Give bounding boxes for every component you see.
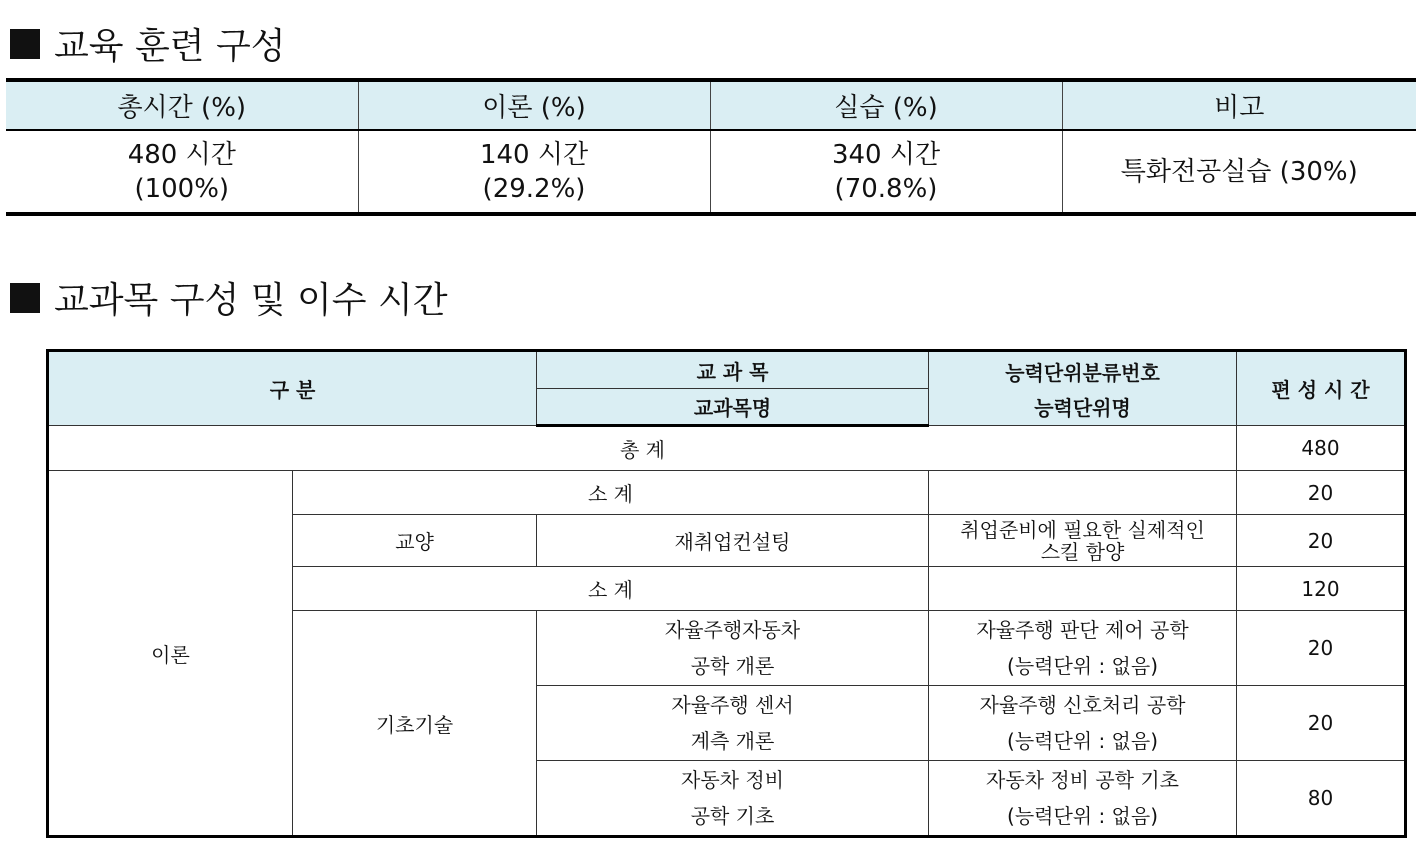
- practice-hours-cell: [710, 130, 1062, 214]
- header-unit-name: 능력단위명: [1034, 395, 1131, 420]
- practice-hours-value: 340 시간: [831, 139, 941, 170]
- subject-hours: 80: [1237, 761, 1406, 837]
- subject-name-line1: 자율주행자동차: [664, 618, 801, 642]
- note-cell: 특화전공실습 (30%): [1062, 130, 1416, 214]
- subject-hours: 20: [1237, 686, 1406, 761]
- group-name: 교양: [293, 515, 537, 567]
- unit-name-line2: (능력단위 : 없음): [1007, 654, 1158, 678]
- total-hours-percent: (100%): [134, 173, 230, 204]
- unit-name: [929, 761, 1237, 837]
- unit-name-line1: 자동차 정비 공학 기초: [986, 768, 1179, 792]
- training-composition-table: [6, 78, 1416, 216]
- table-row: [6, 130, 1416, 214]
- header-subject-name: 교과목명: [537, 389, 929, 426]
- subject-name-line2: 계측 개론: [690, 729, 775, 753]
- header-note: 비고: [1062, 80, 1416, 130]
- subtotal-label: 소 계: [293, 567, 929, 611]
- header-practice: 실습 (%): [710, 80, 1062, 130]
- header-category: 구 분: [48, 351, 537, 426]
- subject-name-line2: 공학 개론: [690, 654, 775, 678]
- theory-hours-cell: [358, 130, 710, 214]
- header-unit-code: 능력단위분류번호: [1005, 360, 1160, 385]
- header-theory: 이론 (%): [358, 80, 710, 130]
- unit-name: [929, 686, 1237, 761]
- total-hours-value: 480 시간: [127, 139, 236, 170]
- unit-name-line1: 자율주행 판단 제어 공학: [976, 618, 1189, 642]
- unit-name: [929, 611, 1237, 686]
- unit-name: [929, 515, 1237, 567]
- subject-name-line1: 자율주행 센서: [671, 693, 794, 717]
- unit-name-line2: (능력단위 : 없음): [1007, 804, 1158, 828]
- header-hours: 편 성 시 간: [1237, 351, 1406, 426]
- subtotal-hours: 20: [1237, 471, 1406, 515]
- subject-name: [537, 686, 929, 761]
- section2-title: [10, 272, 448, 323]
- unit-name-line1: 자율주행 신호처리 공학: [979, 693, 1186, 717]
- subject-name: [537, 611, 929, 686]
- group-name: 기초기술: [293, 611, 537, 837]
- grand-total-hours: 480: [1237, 426, 1406, 471]
- black-square-icon: [10, 283, 40, 313]
- curriculum-table: [46, 349, 1407, 838]
- unit-name-line2: 스킬 함양: [1040, 539, 1125, 564]
- practice-hours-percent: (70.8%): [834, 173, 938, 204]
- unit-name-line1: 취업준비에 필요한 실제적인: [960, 517, 1205, 542]
- header-total-hours: 총시간 (%): [6, 80, 358, 130]
- unit-name-line2: (능력단위 : 없음): [1007, 729, 1158, 753]
- grand-total-row: [48, 426, 1406, 471]
- theory-category: 이론: [48, 471, 293, 837]
- subtotal-unit-empty: [929, 567, 1237, 611]
- section1-title-text: 교육 훈련 구성: [54, 26, 286, 67]
- section2-title-text: 교과목 구성 및 이수 시간: [54, 280, 448, 321]
- subject-name: [537, 761, 929, 837]
- table-header-row: [6, 80, 1416, 130]
- subtotal-label: 소 계: [293, 471, 929, 515]
- subtotal-row: [48, 471, 1406, 515]
- subject-hours: 20: [1237, 515, 1406, 567]
- subject-name-line2: 공학 기초: [690, 804, 775, 828]
- subject-hours: 20: [1237, 611, 1406, 686]
- subject-name-line1: 자동차 정비: [681, 768, 784, 792]
- theory-hours-percent: (29.2%): [482, 173, 586, 204]
- total-hours-cell: [6, 130, 358, 214]
- subtotal-unit-empty: [929, 471, 1237, 515]
- header-unit: [929, 351, 1237, 426]
- grand-total-label: 총 계: [48, 426, 1237, 471]
- table-header-row: [48, 351, 1406, 389]
- subtotal-hours: 120: [1237, 567, 1406, 611]
- subject-name: 재취업컨설팅: [537, 515, 929, 567]
- header-subject-group: 교 과 목: [537, 351, 929, 389]
- section1-title: [10, 18, 286, 69]
- theory-hours-value: 140 시간: [479, 139, 589, 170]
- black-square-icon: [10, 29, 40, 59]
